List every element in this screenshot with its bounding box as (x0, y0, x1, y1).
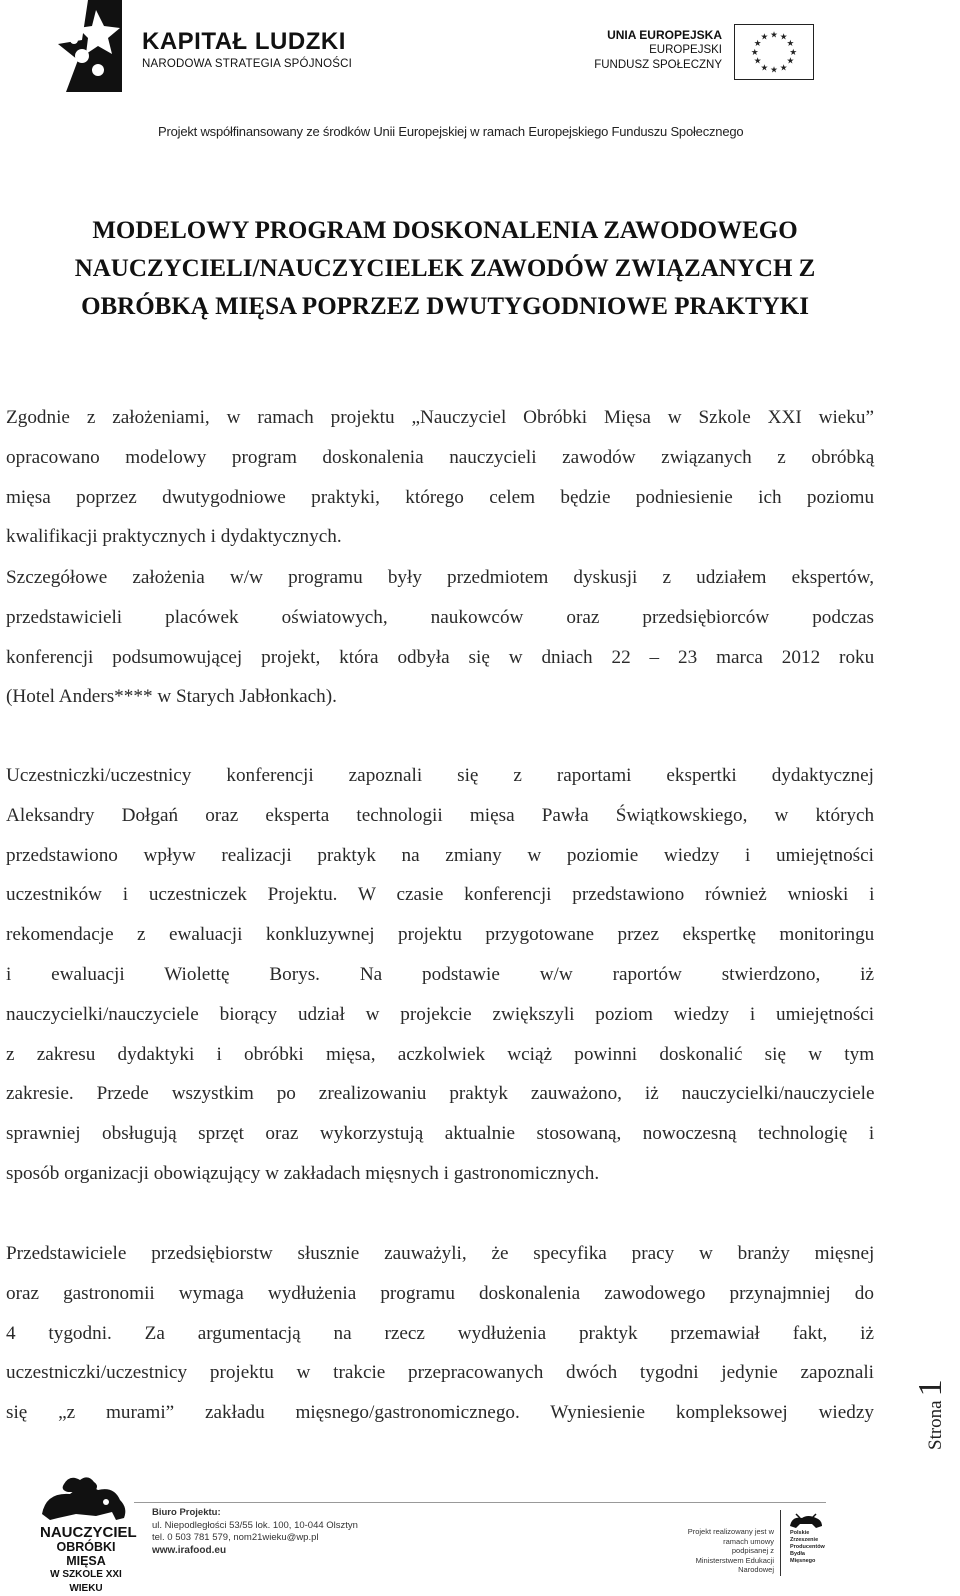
eu-line-3: FUNDUSZ SPOŁECZNY (594, 59, 722, 71)
page-label: Strona (925, 1400, 946, 1450)
svg-text:★: ★ (770, 30, 778, 41)
paragraph-line: Przedstawiciele przedsiębiorstw słusznie zauważyli, że specyfika pracy w branży mięsnej (6, 1243, 875, 1264)
paragraph-line: Zgodnie z założeniami, w ramach projektu „Nauczyciel Obróbki Mięsa w Szkole XXI wieku” (6, 407, 874, 428)
svg-text:★: ★ (753, 56, 762, 67)
eu-line-2: EUROPEJSKI (649, 44, 722, 56)
nom-line-1: NAUCZYCIEL (40, 1524, 137, 1541)
paragraph-line: przedstawicieli placówek oświatowych, naukowców oraz przedsiębiorców podczas (6, 606, 874, 628)
page-number-value: 1 (912, 1379, 949, 1397)
nom-line-2: OBRÓBKI MIĘSA (56, 1540, 116, 1568)
paragraph-line: kwalifikacji praktycznych i dydaktycznych. (6, 526, 342, 548)
pzp-bydla-logo (786, 1512, 826, 1576)
paragraph-line: oraz gastronomii wymaga wydłużenia programu doskonalenia zawodowego przynajmniej do (6, 1282, 874, 1304)
document-title (0, 212, 890, 326)
paragraph-line: konferencji podsumowującej projekt, która odbyła się w dniach 22 – 23 marca 2012 roku (6, 646, 875, 668)
paragraph-line: się „z murami” zakładu mięsnego/gastronomicznego. Wyniesienie kompleksowej wiedzy (6, 1402, 874, 1424)
paragraph-line: mięsa poprzez dwutygodniowe praktyki, którego celem będzie podniesienie ich poziomu (6, 486, 875, 508)
nom-line-3: W SZKOLE XXI WIEKU (50, 1569, 122, 1594)
paragraph-line: uczestniczki/uczestnicy projektu w trakcie przepracowanych dwóch tygodni jedynie zapoznali (6, 1362, 874, 1384)
kapital-ludzki-star-icon (58, 0, 122, 92)
svg-text:★: ★ (779, 63, 788, 74)
office-address: ul. Niepodległości 53/55 lok. 100, 10-044 Olsztyn (152, 1519, 358, 1531)
cow-chef-icon (36, 1474, 136, 1526)
paragraph-line: uczestników i uczestniczek Projektu. W czasie konferencji przedstawiono również wnioski i (6, 884, 875, 906)
svg-text:★: ★ (753, 39, 762, 50)
paragraph-line: i ewaluacji Wiolettę Borys. Na podstawie w/w raportów stwierdzono, iż (6, 963, 874, 985)
svg-text:★: ★ (786, 56, 795, 67)
paragraph-line: (Hotel Anders**** w Starych Jabłonkach). (6, 686, 337, 708)
paragraph-line: zakresie. Przede wszystkim po zrealizowaniu praktyk zauważono, iż nauczycielki/nauczyciele (6, 1083, 875, 1105)
bull-icon (786, 1512, 826, 1530)
paragraph-line: opracowano modelowy program doskonalenia nauczycieli zawodów związanych z obróbką (6, 446, 875, 468)
title-line-3: OBRÓBKĄ MIĘSA POPRZEZ DWUTYGODNIOWE PRAKTYKI (81, 293, 809, 320)
paragraph-line: przedstawiono wpływ realizacji praktyk na zmiany w poziomie wiedzy i umiejętności (6, 844, 874, 866)
eu-flag-icon (734, 24, 814, 80)
eu-logo (594, 24, 820, 84)
kapital-ludzki-subtitle: NARODOWA STRATEGIA SPÓJNOŚCI (142, 58, 353, 70)
svg-text:★: ★ (779, 32, 788, 43)
paragraph-1 (6, 398, 874, 557)
paragraph-line: Szczegółowe założenia w/w programu były przedmiotem dyskusji z udziałem ekspertów, (6, 567, 875, 588)
ministry-note: Projekt realizowany jest w ramach umowy podpisanej z Ministerstwem Edukacji Narodowej (687, 1527, 774, 1574)
paragraph-line: rekomendacje z ewaluacji konkluzywnej projektu przygotowane przez ekspertkę monitoringu (6, 924, 875, 946)
page-number (912, 1380, 952, 1460)
page-number-rotated (912, 1379, 950, 1450)
title-line-1: MODELOWY PROGRAM DOSKONALENIA ZAWODOWEGO (92, 217, 798, 244)
eu-logo-text (594, 28, 722, 73)
paragraph-line: sposób organizacji obowiązujący w zakładach mięsnych i gastronomicznych. (6, 1162, 600, 1184)
svg-text:★: ★ (770, 65, 778, 76)
svg-text:★: ★ (786, 39, 795, 50)
footer-vertical-divider (780, 1510, 781, 1576)
paragraph-3 (6, 756, 874, 1194)
pzp-text: Polskie Zrzeszenie Producentów Bydła Mięsnego (790, 1530, 825, 1564)
svg-text:★: ★ (789, 47, 798, 58)
title-line-2: NAUCZYCIELI/NAUCZYCIELEK ZAWODÓW ZWIĄZANYCH Z (74, 255, 816, 282)
project-office-info (152, 1507, 358, 1557)
paragraph-line: nauczycielki/nauczyciele biorący udział w projekcie zwiększyli poziom wiedzy i umiejętności (6, 1003, 875, 1025)
paragraph-line: 4 tygodni. Za argumentacją na rzecz wydłużenia praktyk przemawiał fakt, iż (6, 1322, 874, 1344)
paragraph-2 (6, 558, 874, 717)
svg-text:★: ★ (760, 63, 769, 74)
nauczyciel-logo-text (40, 1524, 137, 1596)
footer-divider (134, 1502, 826, 1503)
office-contact: tel. 0 503 781 579, nom21wieku@wp.pl (152, 1532, 319, 1543)
paragraph-line: sprawniej obsługują sprzęt oraz wykorzystują aktualnie stosowaną, nowoczesną technologię i (6, 1123, 875, 1145)
nauczyciel-obrobki-miesa-logo (36, 1474, 137, 1594)
paragraph-4 (6, 1234, 874, 1433)
eu-line-1: UNIA EUROPEJSKA (607, 28, 722, 42)
svg-text:★: ★ (750, 47, 759, 58)
kapital-ludzki-title: KAPITAŁ LUDZKI (142, 28, 346, 55)
cofinancing-note: Projekt współfinansowany ze środków Unii Europejskiej w ramach Europejskiego Funduszu Społecznego (158, 124, 744, 139)
paragraph-line: z zakresu dydaktyki i obróbki mięsa, aczkolwiek wciąż powinni doskonalić się w tym (6, 1043, 875, 1065)
svg-text:★: ★ (760, 32, 769, 43)
office-title: Biuro Projektu: (152, 1507, 221, 1518)
office-website-link[interactable]: www.irafood.eu (152, 1544, 227, 1556)
paragraph-line: Uczestniczki/uczestnicy konferencji zapoznali się z raportami ekspertki dydaktycznej (6, 765, 874, 786)
kapital-ludzki-logo (58, 0, 358, 95)
paragraph-line: Aleksandry Dołgań oraz eksperta technologii mięsa Pawła Świątkowskiego, w których (6, 804, 875, 826)
